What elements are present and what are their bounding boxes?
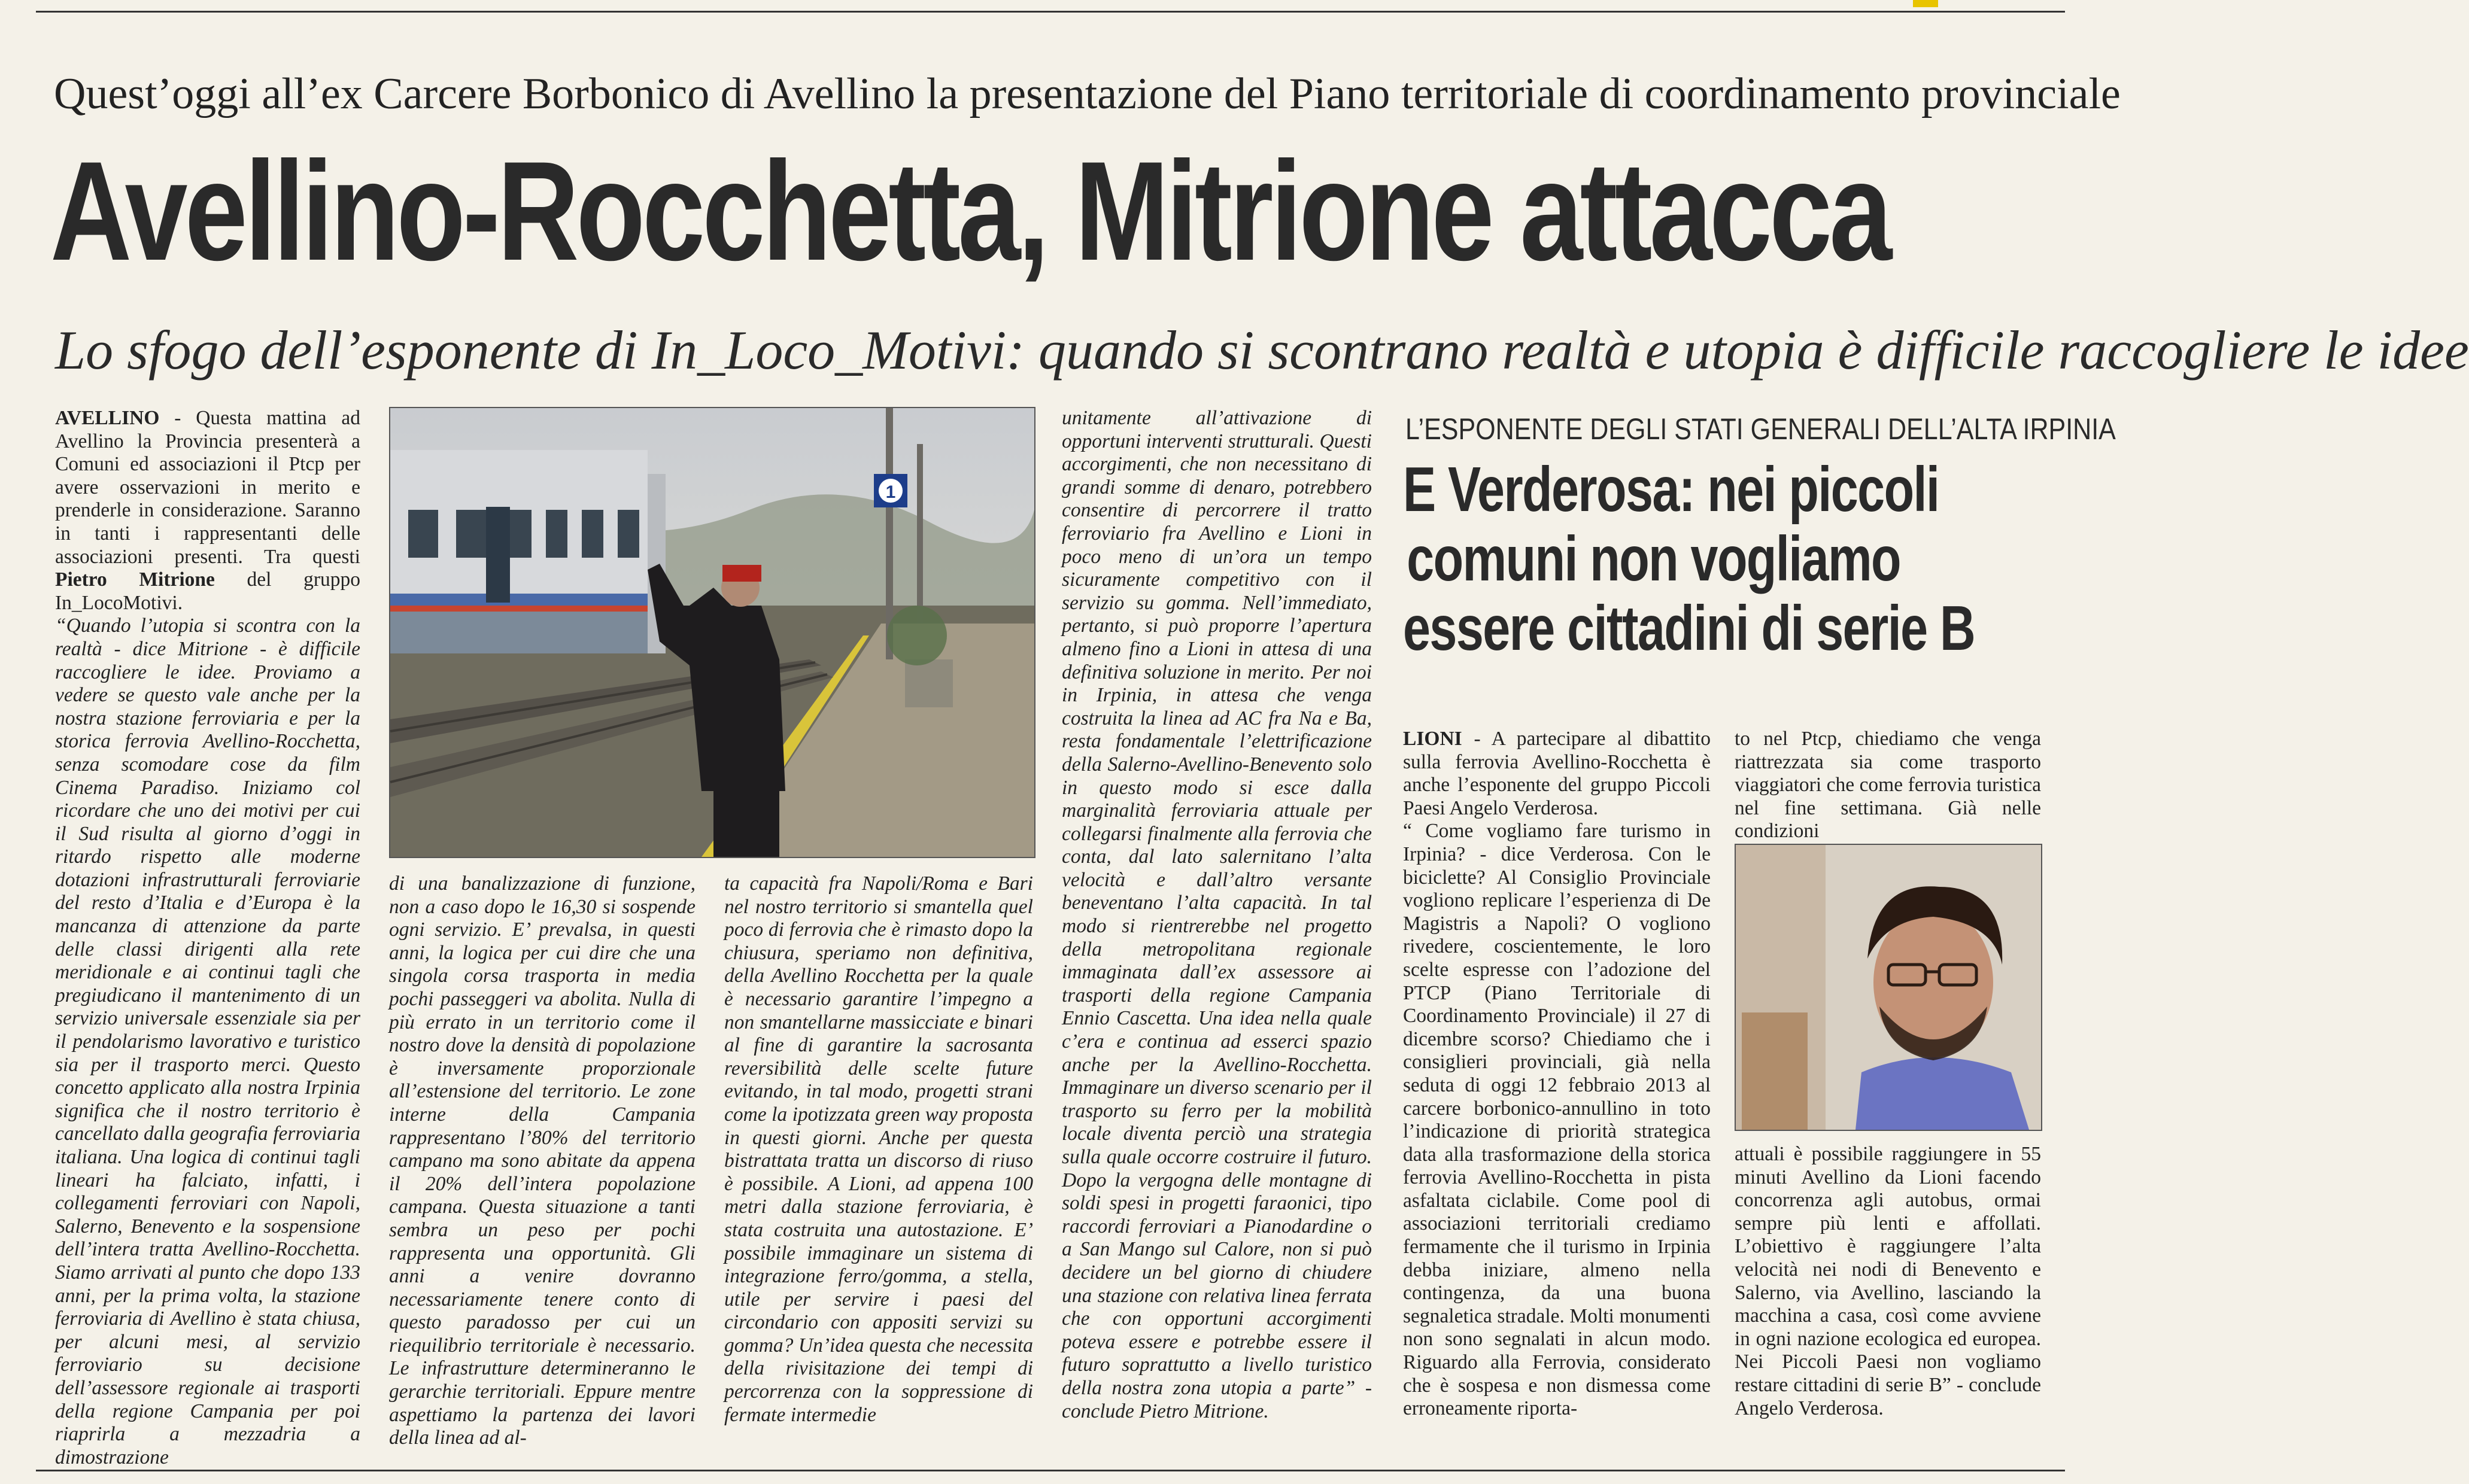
column-4-text: unitamente all’attivazione di opportuni interventi strutturali. Questi accorgimenti, che non necessitano di grandi somme di denaro, potrebbero consentire di percorrere il tratto ferroviario fra Avellino e Lioni in poco meno di un’ora un tempo sicuramente competitivo con il servizio su gomma. Nell’immediato, pertanto, si può proporre l’apertura almeno fino a Lioni in attesa di una definitiva soluzione in merito. Per noi in Irpinia, in attesa che venga costruita la linea ad AC fra Na e Ba, resta fondamentale l’elettrificazione della Salerno-Avellino-Benevento solo in questo modo si esce dalla marginalità ferroviaria attuale per collegarsi finalmente alla ferrovia che conta, dal lato salernitano l’alta velocità e dall’altro versante beneventano l’alta capacità. In tal modo si rientrerebbe nel progetto della metropolitana regionale immaginata dall’ex assessore ai trasporti della regione Campania Ennio Cascetta. Una idea nella quale c’era e continua ad esserci spazio anche per la Avellino-Rocchetta. Immaginare un diverso scenario per il trasporto su ferro per la mobilità locale diventa perciò una strategia sulla quale occorre costruire il futuro. Dopo la vergogna delle montagne di soldi spesi in progetti faraonici, tipo raccordi ferroviari a Pianodardine o a San Mango sul Calore, non si può decidere un bel giorno di chiudere una stazione con relativa linea ferrata che con opportuni accorgimenti poteva essere e potrebbe essere il futuro soprattutto a livello turistico della nostra zona utopia a parte” - conclude Pietro Mitrione. xyxy=(1062,407,1372,1422)
side-headline-line-3: essere cittadini di serie B xyxy=(1403,593,1975,664)
bottom-rule xyxy=(36,1470,2065,1471)
deck-subtitle: Lo sfogo dell’esponente di In_Loco_Motivi: quando si scontrano realtà e utopia è difficile raccogliere le idee xyxy=(55,320,2469,381)
lead-text-b: del gruppo In_LocoMotivi. xyxy=(55,568,360,614)
column-2-text: di una banalizzazione di funzione, non a caso dopo le 16,30 si sospende ogni servizio. E’ prevalsa, in questi anni, la logica per cui dire che una singola corsa trasporta in media pochi passeggeri va abolita. Nulla di più errato in un territorio come il nostro dove la densità di popolazione è inversamente proporzionale all’estensione del territorio. Le zone interne della Campania rappresentano l’80% del territorio campano ma sono abitate da appena il 20% dell’intera popolazione campana. Questa situazione a tanti sembra un peso per pochi rappresenta una opportunità. Gli anni a venire dovranno necessariamente tenere conto di questo paradosso per cui un riequilibrio territoriale è necessario. Le infrastrutture determineranno le gerarchie territoriali. Eppure mentre aspettiamo la partenza dei lavori della linea ad al- xyxy=(389,872,696,1449)
side-article-column-1 xyxy=(1403,728,1711,1421)
side-dateline: LIONI xyxy=(1403,728,1462,750)
kicker: Quest’oggi all’ex Carcere Borbonico di Avellino la presentazione del Piano territoriale di coordinamento provinciale xyxy=(54,69,2121,118)
main-article-column-4 xyxy=(1062,407,1372,1423)
main-article-column-3 xyxy=(724,872,1033,1427)
portrait-photo xyxy=(1735,844,2042,1131)
platform-number: 1 xyxy=(885,482,896,502)
side-body: “ Come vogliamo fare turismo in Irpinia? - dice Verderosa. Con le biciclette? Al Consiglio Provinciale vogliono replicare l’esperienza di De Magistris a Napoli? O vogliono rivedere, coscientemente, le loro scelte espresse con l’adozione del PTCP (Piano Territoriale di Coordinamento Provinciale) il 27 di dicembre scorso? Chiediamo che i consiglieri provinciali, già nella seduta di oggi 12 febbraio 2013 al carcere borbonico-annullino in toto l’indicazione di priorità strategica data alla trasformazione della storica ferrovia Avellino-Rocchetta in pista asfaltata ciclabile. Come pool di associazioni territoriali crediamo fermamente che il turismo in Irpinia debba iniziare, almeno nella contingenza, da una buona segnaletica stradale. Molti monumenti non sono segnalati in alcun modo. Riguardo alla Ferrovia, considerato che è sospesa e non dismessa come erroneamente riporta- xyxy=(1403,820,1711,1420)
top-rule xyxy=(36,11,2065,13)
side-article-column-2-top xyxy=(1735,728,2041,843)
column-3-text: ta capacità fra Napoli/Roma e Bari nel nostro territorio si smantella quel poco di ferrovia che è rimasto dopo la chiusura, speriamo non definitiva, della Avellino Rocchetta per la quale è necessario garantire l’impegno a non smantellarne massicciate e binari al fine di garantire la sacrosanta reversibilità delle scelte future evitando, in tal modo, progetti strani come la ipotizzata green way proposta in questi giorni. Anche per questa bistrattata tratta un discorso di riuso è possibile. A Lioni, ad appena 100 metri dalla stazione ferroviaria, è stata costruita una autostazione. E’ possibile immaginare un sistema di integrazione ferro/gomma, a stella, utile per servire i paesi del circondario con appositi servizi su gomma? Un’idea questa che necessita della rivisitazione dei tempi di percorrenza con la soppressione di fermate intermedie xyxy=(724,872,1033,1426)
dateline: AVELLINO xyxy=(55,407,160,429)
side-article-column-2-bottom xyxy=(1735,1143,2041,1420)
side-headline-line-2: comuni non vogliamo xyxy=(1407,524,1900,594)
portrait-illustration xyxy=(1736,845,2041,1130)
main-article-column-2 xyxy=(389,872,696,1450)
section-color-tab xyxy=(1913,0,1938,7)
side-col2-bottom-text: attuali è possibile raggiungere in 55 minuti Avellino da Lioni facendo concorrenza agli autobus, ormai sempre più lenti e affollati. L’obiettivo è raggiungere l’alta velocità nei nodi di Benevento e Salerno, via Avellino, lasciando la macchina a casa, così come avviene in ogni nazione ecologica ed europea. Nei Piccoli Paesi non vogliamo restare cittadini di serie B” - conclude Angelo Verderosa. xyxy=(1735,1143,2041,1419)
main-article-column-1 xyxy=(55,407,360,1468)
quote-text: “Quando l’utopia si scontra con la realtà - dice Mitrione - è difficile raccogliere le idee. Proviamo a vedere se questo vale anche per la nostra stazione ferroviaria e per la storica ferrovia Avellino-Rocchetta, senza scomodare cose da film Cinema Paradiso. Iniziamo col ricordare che uno dei motivi per cui il Sud risulta al giorno d’oggi in ritardo rispetto alle moderne dotazioni infrastrutturali ferroviarie del resto d’Italia e d’Europa è la mancanza di attenzione da parte delle classi dirigenti alla rete meridionale e ai continui tagli che pregiudicano il mantenimento di un servizio universale essenziale sia per il pendolarismo lavorativo e turistico sia per il trasporto merci. Questo concetto applicato alla nostra Irpinia significa che il nostro territorio è cancellato dalla geografia ferroviaria italiana. Una logica di continui tagli lineari ha falciato, infatti, i collegamenti ferroviari con Napoli, Salerno, Benevento e la sospensione dell’intera tratta Avellino-Rocchetta. Siamo arrivati al punto che dopo 133 anni, per la prima volta, la stazione ferroviaria di Avellino è stata chiusa, per alcuni mesi, al servizio ferroviario su decisione dell’assessore regionale ai trasporti della regione Campania per poi riaprirla a mezzadria a dimostrazione xyxy=(55,615,360,1468)
side-headline xyxy=(1403,454,1975,664)
side-headline-line-1: E Verderosa: nei piccoli xyxy=(1403,454,1939,525)
side-kicker: L’ESPONENTE DEGLI STATI GENERALI DELL’ALTA IRPINIA xyxy=(1405,412,2116,446)
train-photo-illustration xyxy=(390,408,1034,857)
headline: Avellino-Rocchetta, Mitrione attacca xyxy=(50,132,1890,290)
person-name: Pietro Mitrione xyxy=(55,568,215,591)
side-lead: - A partecipare al dibattito sulla ferrovia Avellino-Rocchetta è anche l’esponente del gruppo Piccoli Paesi Angelo Verderosa. xyxy=(1403,728,1711,819)
train-station-photo xyxy=(389,407,1035,858)
lead-text-a: - Questa mattina ad Avellino la Provincia presenterà a Comuni ed associazioni il Ptcp per avere osservazioni in merito e prenderle in considerazione. Saranno in tanti i rappresentanti delle associazioni presenti. Tra questi xyxy=(55,407,360,568)
side-col2-top-text: to nel Ptcp, chiediamo che venga riattrezzata sia come trasporto viaggiatori che come ferrovia turistica nel fine settimana. Già nelle condizioni xyxy=(1735,728,2041,843)
